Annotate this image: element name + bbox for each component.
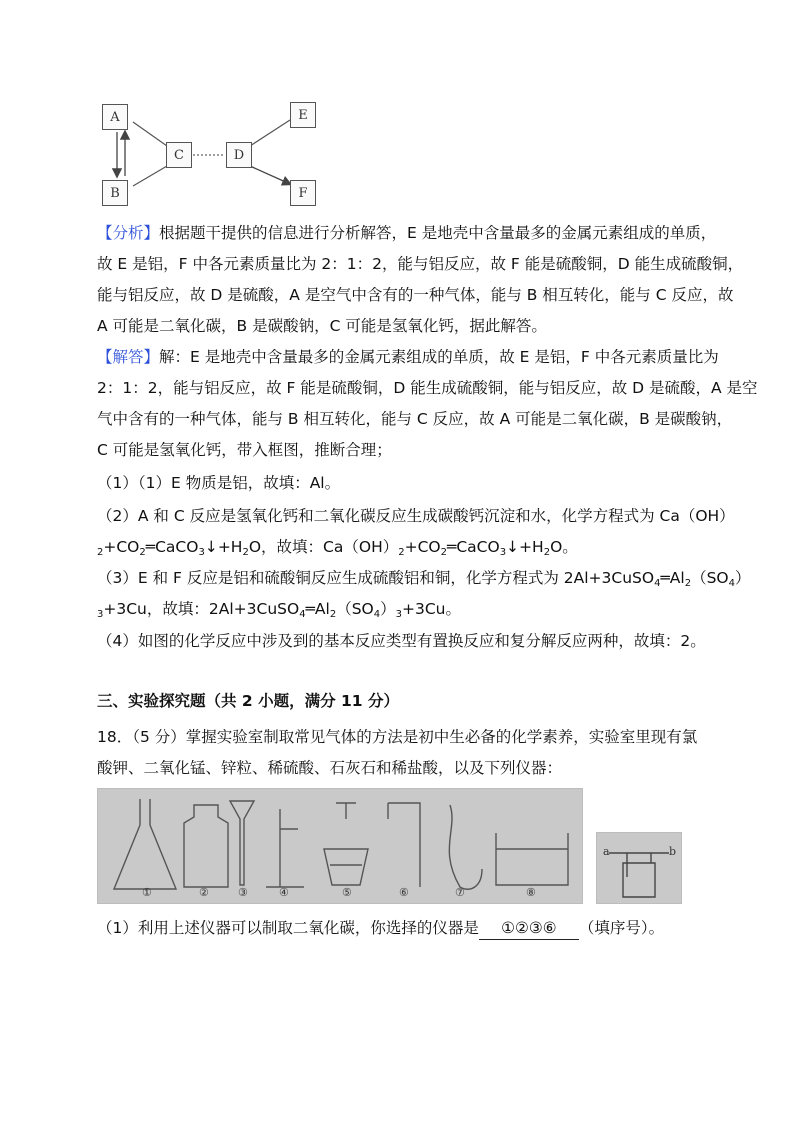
answer-q3-line-2: $_3$+3Cu，故填：$2Al+3CuSO_4═Al_2(SO_4)_3+3Cu$。 (97, 600, 461, 620)
apparatus-label-7: ⑦ (455, 886, 465, 899)
node-e (290, 102, 316, 128)
node-f-label: F (298, 185, 308, 201)
gas-bottle-label-b: b (669, 845, 677, 858)
solution-line-3: 气中含有的一种气体，能与 B 相互转化，能与 C 反应，故 A 可能是二氧化碳，B 是碳酸钠， (97, 410, 733, 428)
answer-q2-line-2: $_2+CO_2═CaCO_3↓+H_2O$，故填：$Ca(OH)_2+CO_2═CaCO_3↓+H_2O$。 (97, 538, 578, 558)
apparatus-label-3: ③ (238, 886, 248, 899)
node-d-label: D (233, 147, 245, 163)
analysis-line-4: A 可能是二氧化碳，B 是碳酸钠，C 可能是氢氧化钙，据此解答。 (97, 317, 547, 335)
apparatus-label-2: ② (199, 886, 209, 899)
node-b-label: B (110, 185, 120, 201)
analysis-line-2: 故 E 是铝，F 中各元素质量比为 2：1：2，能与铝反应，故 F 能是硫酸铜，D 能生成硫酸铜， (97, 255, 744, 273)
apparatus-photo (97, 788, 583, 904)
node-c (166, 142, 192, 168)
q18-sub1: （1）利用上述仪器可以制取二氧化碳，你选择的仪器是 ①②③⑥ （填序号）。 (97, 917, 740, 940)
solution-line-2: 2：1：2，能与铝反应，故 F 能是硫酸铜，D 能生成硫酸铜，能与铝反应，故 D 是硫酸，A 是空 (97, 379, 758, 397)
analysis-tag: 【分析】 (97, 224, 160, 242)
analysis-line-1: 【分析】根据题干提供的信息进行分析解答，E 是地壳中含量最多的金属元素组成的单质， (97, 224, 717, 242)
node-a-label: A (110, 109, 120, 125)
analysis-line-3: 能与铝反应，故 D 是硫酸，A 是空气中含有的一种气体，能与 B 相互转化，能与 C 反应，故 (97, 286, 734, 304)
solution-line-4: C 可能是氢氧化钙，带入框图，推断合理； (97, 441, 392, 459)
apparatus-label-1: ① (142, 886, 152, 899)
solution-tag: 【解答】 (97, 348, 160, 366)
answer-q4: （4）如图的化学反应中涉及到的基本反应类型有置换反应和复分解反应两种，故填：2。 (97, 632, 706, 650)
apparatus-label-4: ④ (279, 886, 289, 899)
apparatus-label-8: ⑧ (526, 886, 536, 899)
gas-bottle-drawing (597, 833, 681, 903)
gas-bottle-label-a: a (603, 845, 610, 858)
apparatus-drawing (98, 789, 582, 903)
q18-line-2: 酸钾、二氧化锰、锌粒、稀硫酸、石灰石和稀盐酸，以及下列仪器： (97, 759, 563, 777)
node-a (102, 104, 128, 130)
node-d (226, 142, 252, 168)
answer-q3-line-1: （3）E 和 F 反应是铝和硫酸铜反应生成硫酸铝和铜，化学方程式为 $2Al+3CuSO_4═Al_2(SO_4)$ (97, 569, 751, 589)
gas-bottle-photo (596, 832, 682, 904)
section-title: 三、实验探究题（共 2 小题，满分 11 分） (97, 692, 399, 710)
solution-line-1: 【解答】解：E 是地壳中含量最多的金属元素组成的单质，故 E 是铝，F 中各元素质量比为 (97, 348, 719, 366)
node-c-label: C (174, 147, 184, 163)
apparatus-label-5: ⑤ (342, 886, 352, 899)
node-b (102, 180, 128, 206)
node-e-label: E (298, 107, 308, 123)
q18-line-1: 18．（5 分）掌握实验室制取常见气体的方法是初中生必备的化学素养，实验室里现有氯 (97, 728, 698, 746)
node-f (290, 180, 316, 206)
answer-q2-line-1: （2）A 和 C 反应是氢氧化钙和二氧化碳反应生成碳酸钙沉淀和水，化学方程式为 Ca（OH） (97, 507, 735, 525)
answer-q1: （1）（1）E 物质是铝，故填：Al。 (97, 474, 341, 492)
q18-sub1-answer: ①②③⑥ (479, 917, 579, 940)
apparatus-label-6: ⑥ (399, 886, 409, 899)
